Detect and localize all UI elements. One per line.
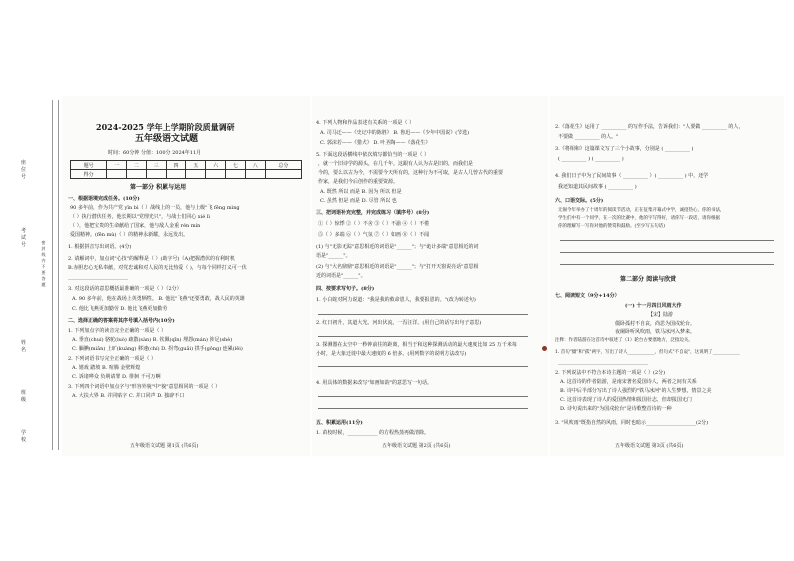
- score-input-cell[interactable]: [206, 170, 226, 179]
- score-input-cell[interactable]: [245, 170, 265, 179]
- score-cell: 八: [245, 161, 265, 170]
- question-option: C. 他比飞燕更加勤劳 D. 他比飞燕更加勤劳: [72, 306, 168, 312]
- page-footer: 五年级语文试题 第3页 (共6页): [615, 443, 684, 449]
- question-option: A. 司马迁——《史记中的陈胜》 B. 鲁迅——《少年中国说》(节选): [320, 130, 470, 136]
- passage: 今的，要么以古为今，不需要今天所有的，这种行为不可取，是古人几曾古代的重要: [318, 170, 504, 176]
- question: 近的词语是"______"。: [316, 273, 366, 279]
- question-option: C. 郭沫若——《猎犬》 D. 叶圣陶——《落花生》: [320, 140, 431, 146]
- sealing-line-notice: 密 封 线 内 不 要 答 题: [41, 240, 46, 287]
- score-cell: 四: [166, 161, 186, 170]
- question: 3. "风吹雨"既指自然的风雨，同时也暗示____________________(2分): [555, 420, 709, 426]
- question-option: C. 诉诸哗众 负荆请罪 D. 徘徊 千可万啊: [72, 374, 161, 380]
- seal-line-right: [58, 100, 59, 450]
- question: 不要做 __________ 的人。": [558, 134, 619, 140]
- answer-line[interactable]: [560, 264, 774, 265]
- score-cell: 三: [146, 161, 166, 170]
- question: 3. 下列四个词语中加点字与"形容外貌"中"貌"意思相同的一项是（ ）: [68, 384, 221, 390]
- part2-heading: 第二部分 阅读与欣赏: [620, 276, 677, 283]
- score-cell: 题号: [71, 161, 107, 170]
- question: 1. 小白蛇对阿力说道："我是我的救命恩人，我要报恩的。"(改为转述句): [316, 297, 476, 303]
- part1-heading: 第一部分 积累与运用: [130, 184, 187, 191]
- answer-line[interactable]: [318, 366, 528, 367]
- question-option: A. 这首诗的作者陆游，是南宋著名爱国诗人，两者之间有关系: [560, 379, 697, 385]
- score-input-cell[interactable]: [265, 170, 301, 179]
- answer-line[interactable]: [318, 336, 528, 337]
- section1-para: （ ）执行潜伏任务，他长期以"党理光只"，与战士们同心 xié lì: [70, 214, 210, 220]
- score-cell: 六: [206, 161, 226, 170]
- score-table: [70, 160, 302, 179]
- score-table-score-row: [71, 170, 302, 179]
- page-footer: 五年级语文试题 第1页 (共6页): [130, 443, 199, 449]
- question: 2.《落花生》运用了 __________ 的写作手法，告诉我们："人要做 __________ 的人，: [555, 124, 744, 130]
- section4-title: 四、按要求写句子。(8分): [316, 286, 375, 292]
- question: 3. 对这段话的意思概括最准确的一项是（ ）（2分）: [68, 286, 182, 292]
- question: ( __________ ) ( __________ ): [558, 156, 624, 162]
- section1-para: （ ），他把宝贵的生命献给了国家，他与敌人金重 rén mín: [70, 223, 201, 229]
- question-option: B. 诗中后半部分写出了诗人强烈的"铁马冰河"的人生梦想，情景之美: [560, 388, 712, 394]
- question: 2. 下列说法中不符合本诗主题的一项是（ ）(2分): [555, 370, 666, 376]
- question-option: D. 诗句说出来的"为国戍轮台"是诗歌整首诗的一种: [560, 406, 672, 412]
- score-cell: 一: [107, 161, 127, 170]
- passage: 学生们中有一个同学，在一次的比赛中，他的字写得好，请你写一段话，请你根据: [558, 216, 720, 221]
- binding-strip: [14, 100, 62, 450]
- score-input-cell[interactable]: [186, 170, 206, 179]
- score-cell: 二: [127, 161, 147, 170]
- question-option: A. 90 多年前，他在战场上英勇牺牲。 B. 他比"飞燕"还要勇敢，战人民的英雄: [72, 296, 245, 302]
- passage: 无锡今年举办了十周年的阅读节活动，正在征集开幕式中学，诚招热心，你的书法，: [558, 208, 725, 213]
- question: 3. 探测器在太空中一秒钟前往的距离，相当于和这种探测活动的最大速度比如 25 万千米每: [316, 342, 517, 348]
- bullet-mark-icon: [542, 346, 547, 351]
- section1-title: 一、根据语境完成任务。(10分): [68, 196, 140, 202]
- exam-meta: 时间：60分钟 分值：100分 2024年11月: [108, 150, 202, 156]
- answer-line[interactable]: [318, 396, 528, 397]
- passage: 你的理解写一写你对他的赞赏和鼓励。(至少写五句话): [558, 224, 666, 229]
- question-option: A. 既然 所以 而是 B. 因为 所以 但是: [320, 189, 402, 195]
- score-cell: 七: [226, 161, 246, 170]
- question: ________________________: [68, 274, 128, 280]
- poem-line: 僵卧孤村不自哀，尚思为国戍轮台。: [615, 321, 696, 327]
- exam-subtitle: 2024-2025 学年上学期阶段质量调研: [96, 122, 235, 132]
- question-option: A. 嬉戏 踏坡 B. 喧腾 金壁辉煌: [72, 365, 141, 371]
- section7-title: 七、阅读短文（9分+14分）: [555, 293, 620, 299]
- passage: ，就一个旧诗学的源头，在几千年。这跟有人认为古是旧的，而我们是: [318, 161, 474, 167]
- page-footer: 五年级语文试题 第2页 (共6页): [382, 443, 451, 449]
- question: 4. 用具体的数据来改写"如画如韵"的意思写一句话。: [316, 380, 432, 386]
- question: 语是"______"。: [316, 253, 351, 259]
- seal-line-left: [52, 100, 53, 450]
- question: 小时，是大象迁徙中最大速度的 6 倍多。(用列数字的说明方法改写): [316, 351, 467, 357]
- question: 2. 请解词中，加点词"心技"的解释是（ ）(助字号)（A)把握潜伏的有利时机: [68, 256, 236, 262]
- section5-title: 五、积累运用(11分): [316, 420, 363, 426]
- question-option: C. 虽然 但是 而是 D. 尽管 所以 也: [320, 198, 397, 204]
- question: 2. 下列词语书写完全正确的一项是（ ）: [68, 356, 156, 362]
- score-row-label: 得分: [71, 170, 107, 179]
- word-fill-row: ⑤（ ）多端 ⑥（ ）气氛 ⑦（ ）如画 ⑧（ ）不闻: [318, 232, 430, 238]
- section1-para: 爱国精神。(fēn mù)（ ）的精神永新耀，永远发出。: [70, 232, 189, 238]
- answer-line[interactable]: [560, 240, 774, 241]
- score-input-cell[interactable]: [166, 170, 186, 179]
- score-cell: 总分: [265, 161, 301, 170]
- section3-title: 三、把词语补充完整，并完成练习（填序号）(8分): [316, 210, 430, 216]
- exam-title: 五年级语文试题: [135, 134, 199, 144]
- poem-title: (一) 十一月四日风雨大作: [625, 303, 682, 309]
- score-input-cell[interactable]: [107, 170, 127, 179]
- answer-line[interactable]: [318, 408, 528, 409]
- question: 1. 根据拼音写出词语。(4分): [68, 244, 132, 250]
- question: 4. 下列人物和作品表述有关系的一项是（ ）: [316, 120, 414, 126]
- answer-line[interactable]: [318, 314, 528, 315]
- question: 5. 下面这段话横线中依次填写都恰当的一项是（ ）: [316, 152, 429, 158]
- section2-title: 二、选择正确的答案将其序号填入括号内(10分): [68, 318, 175, 324]
- poem-author: 【宋】陆游: [648, 312, 674, 318]
- seat-label: 座位号: [20, 160, 26, 180]
- question-option: A. 大扶大界 B. 并同贴字 C. 并口同声 D. 独辟不口: [72, 393, 185, 399]
- score-input-cell[interactable]: [127, 170, 147, 179]
- score-input-cell[interactable]: [146, 170, 166, 179]
- answer-line[interactable]: [560, 252, 774, 253]
- score-cell: 五: [186, 161, 206, 170]
- question: (2) 与"大名鼎鼎"意思相近的词语是"______"；与"打开天窗说亮话"意思相: [316, 264, 479, 270]
- question: 4. 我们日子中为了民间故事（ __________ ）( __________ ) 中，还学: [555, 173, 709, 179]
- question: 1. 苗校时候，____________ 的方程热蒸再做清除。: [316, 430, 429, 436]
- question: 3.《将相和》这篇课文写了三个小故事，分别是 ( __________ ): [555, 146, 694, 152]
- school-label: 学校: [20, 430, 26, 443]
- question-option: C. 这首诗表现了诗人的爱国热情和报国壮志，但却报国无门: [560, 397, 692, 403]
- question-option: C. 腼腆(miǎn) 上旷(kuàng) 移速(chí) D. 拐弯(guǎi) 拱手(gǒng) 连累(lěi): [72, 346, 243, 352]
- section1-para: 90 多年前，作为共产党 yīn bì（ ）战线上的一员，他与上级"飞 fēng mìng: [70, 205, 240, 211]
- question: B.赤胆忠心无私奉献，对党忠诚和对人民的无比热爱（ )，与每个同样打义可一伏: [68, 265, 247, 271]
- passage: 作家，是我们今后创作的重要资源。: [318, 179, 399, 185]
- question: 1. 下列加点字的读音完全正确的一项是（ ）: [68, 328, 166, 334]
- question: 我还知道其民间故事 ( __________ ): [558, 184, 637, 190]
- score-table-header-row: [71, 161, 302, 170]
- section6-title: 六、口语交际。(5分): [555, 198, 604, 204]
- word-fill-row: ①（ ）惊悸 ②（ ）不舍 ③（ ）不渝 ④（ ）不倦: [318, 221, 430, 227]
- question: 1. 首句"僵"和"孤"两字，写出了诗人____________，但句式"不自哀"，这说明了____________: [555, 350, 740, 355]
- question-option: A. 垂直(chuí) 骆驼(luò) 疏散(sàn) B. 钦佩(qīn) 埋怨(mán) 涉足(shè): [72, 337, 233, 343]
- question: 2. 红日初升，其道大光。河出伏流，一泻汪洋。(用自己的话写出句子意思): [316, 320, 482, 326]
- poem-note: 注释：作者陆游在这首诗中叙述了（1）轮台古要塞地方，泛指边关。: [555, 338, 693, 343]
- class-label: 班级: [20, 390, 26, 403]
- poem-line: 夜阑卧听风吹雨，铁马冰河入梦来。: [615, 329, 696, 335]
- exam-no-label: 考试号: [20, 228, 26, 248]
- name-label: 姓名: [20, 340, 26, 353]
- question: ____________________________________: [558, 359, 648, 365]
- score-input-cell[interactable]: [226, 170, 246, 179]
- question: (1) 与"无影无踪"意思相近的词语是"______"；与"诡计多端"意思相近的词: [316, 244, 479, 250]
